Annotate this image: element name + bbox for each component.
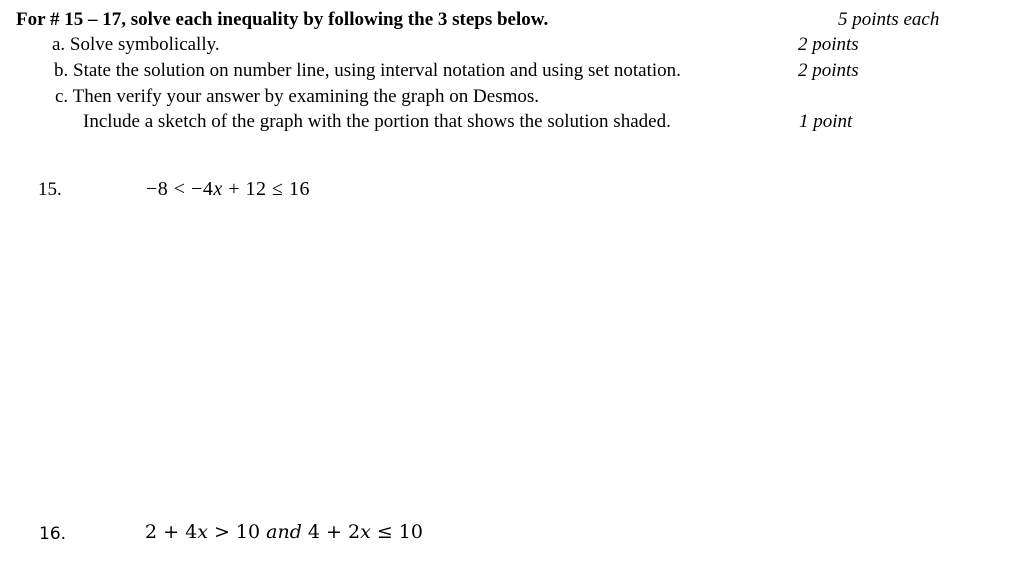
compound-inequality-expression (145, 521, 423, 543)
total-points-label: 5 points each (838, 9, 940, 30)
expr-part: > 10 (207, 521, 267, 543)
step-c-text: c. Then verify your answer by examining the graph on Desmos. (55, 86, 540, 107)
problem-number: 15. (38, 179, 62, 200)
step-b-text: b. State the solution on number line, using interval notation and using set notation. (54, 60, 681, 81)
step-c-points: 1 point (799, 111, 853, 132)
inequality-expression (146, 178, 310, 201)
expr-part: ≤ 10 (370, 521, 423, 543)
step-a-text: a. Solve symbolically. (52, 34, 220, 55)
problem-number: 16. (39, 524, 67, 544)
step-a-points: 2 points (798, 34, 859, 55)
step-c-detail-text: Include a sketch of the graph with the portion that shows the solution shaded. (83, 111, 671, 132)
expr-part: −8 < −4 (146, 178, 214, 200)
expr-variable: x (213, 178, 223, 200)
step-b-points: 2 points (798, 60, 859, 81)
expr-variable: x (197, 521, 208, 543)
expr-part: 4 + 2 (301, 521, 361, 543)
expr-part: 2 + 4 (145, 521, 198, 543)
instructions-heading: For # 15 – 17, solve each inequality by following the 3 steps below. (16, 9, 549, 30)
expr-variable: x (360, 521, 371, 543)
expr-part: + 12 ≤ 16 (222, 178, 310, 200)
expr-conjunction: and (266, 521, 302, 543)
